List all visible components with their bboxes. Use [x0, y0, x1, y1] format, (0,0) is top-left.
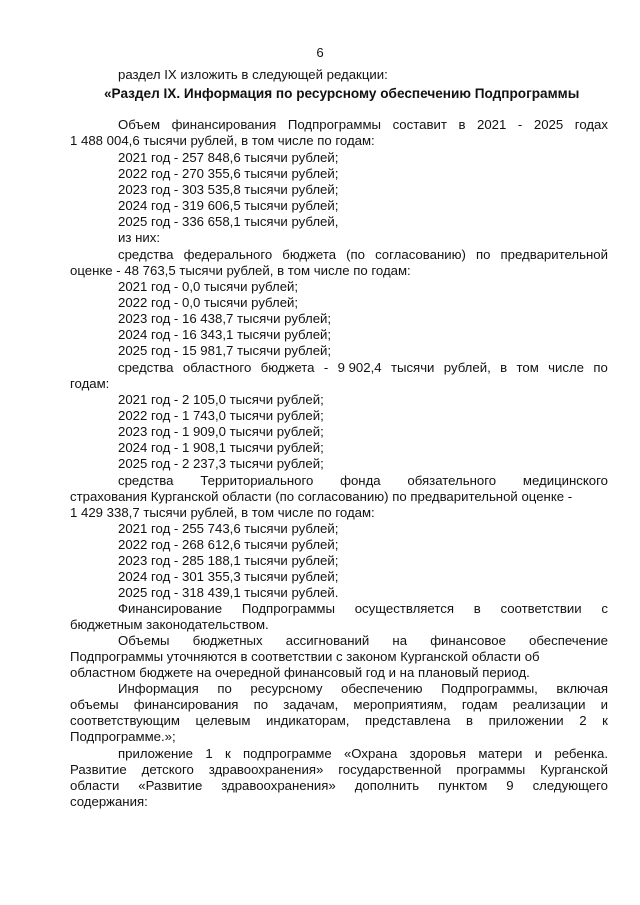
total-year-2021: 2021 год - 257 848,6 тысячи рублей;: [118, 150, 339, 165]
federal-year-2023: 2023 год - 16 438,7 тысячи рублей;: [118, 311, 332, 326]
volumes-line-3: областном бюджете на очередной финансовый год и на плановый период.: [70, 665, 530, 680]
info-line-4: Подпрограмме.»;: [70, 729, 176, 744]
tfoms-year-2022: 2022 год - 268 612,6 тысячи рублей;: [118, 537, 339, 552]
federal-year-2024: 2024 год - 16 343,1 тысячи рублей;: [118, 327, 332, 342]
tfoms-year-2024: 2024 год - 301 355,3 тысячи рублей;: [118, 569, 339, 584]
total-year-2023: 2023 год - 303 535,8 тысячи рублей;: [118, 182, 339, 197]
info-line-3: соответствующим целевым индикаторам, представлена в приложении 2 к: [70, 713, 608, 728]
volumes-line-2: Подпрограммы уточняются в соответствии с законом Курганской области об: [70, 649, 540, 664]
total-line-2: 1 488 004,6 тысячи рублей, в том числе по годам:: [70, 133, 375, 148]
appendix-line-4: содержания:: [70, 794, 148, 809]
financing-line-2: бюджетным законодательством.: [70, 617, 269, 632]
info-line-1: Информация по ресурсному обеспечению Подпрограммы, включая: [118, 681, 608, 696]
tfoms-line-2: страхования Курганской области (по согласованию) по предварительной оценке -: [70, 489, 573, 504]
info-line-2: объемы финансирования по задачам, мероприятиям, годам реализации и: [70, 697, 608, 712]
regional-year-2021: 2021 год - 2 105,0 тысячи рублей;: [118, 392, 324, 407]
total-line-1: Объем финансирования Подпрограммы составит в 2021 - 2025 годах: [118, 117, 608, 132]
intro-line: раздел IX изложить в следующей редакции:: [118, 67, 388, 82]
tfoms-line-1: средства Территориального фонда обязательного медицинского: [118, 473, 608, 488]
of-them-line: из них:: [118, 230, 160, 245]
regional-year-2025: 2025 год - 2 237,3 тысячи рублей;: [118, 456, 324, 471]
tfoms-line-3: 1 429 338,7 тысячи рублей, в том числе по годам:: [70, 505, 375, 520]
appendix-line-3: области «Развитие здравоохранения» дополнить пунктом 9 следующего: [70, 778, 608, 793]
volumes-line-1: Объемы бюджетных ассигнований на финансовое обеспечение: [118, 633, 608, 648]
appendix-line-2: Развитие детского здравоохранения» государственной программы Курганской: [70, 762, 608, 777]
federal-line-1: средства федерального бюджета (по согласованию) по предварительной: [118, 247, 608, 262]
tfoms-year-2023: 2023 год - 285 188,1 тысячи рублей;: [118, 553, 339, 568]
appendix-line-1: приложение 1 к подпрограмме «Охрана здоровья матери и ребенка.: [118, 746, 608, 761]
regional-line-1: средства областного бюджета - 9 902,4 тысячи рублей, в том числе по: [118, 360, 608, 375]
federal-year-2021: 2021 год - 0,0 тысячи рублей;: [118, 279, 299, 294]
tfoms-year-2021: 2021 год - 255 743,6 тысячи рублей;: [118, 521, 339, 536]
federal-year-2025: 2025 год - 15 981,7 тысячи рублей;: [118, 343, 332, 358]
total-year-2022: 2022 год - 270 355,6 тысячи рублей;: [118, 166, 339, 181]
regional-year-2022: 2022 год - 1 743,0 тысячи рублей;: [118, 408, 324, 423]
financing-line-1: Финансирование Подпрограммы осуществляется в соответствии с: [118, 601, 608, 616]
regional-year-2024: 2024 год - 1 908,1 тысячи рублей;: [118, 440, 324, 455]
regional-line-2: годам:: [70, 376, 110, 391]
tfoms-year-2025: 2025 год - 318 439,1 тысячи рублей.: [118, 585, 339, 600]
total-year-2025: 2025 год - 336 658,1 тысячи рублей,: [118, 214, 339, 229]
total-year-2024: 2024 год - 319 606,5 тысячи рублей;: [118, 198, 339, 213]
federal-line-2: оценке - 48 763,5 тысячи рублей, в том числе по годам:: [70, 263, 411, 278]
section-heading: «Раздел IX. Информация по ресурсному обеспечению Подпрограммы: [104, 86, 580, 101]
regional-year-2023: 2023 год - 1 909,0 тысячи рублей;: [118, 424, 324, 439]
page-number: 6: [316, 45, 324, 60]
federal-year-2022: 2022 год - 0,0 тысячи рублей;: [118, 295, 299, 310]
